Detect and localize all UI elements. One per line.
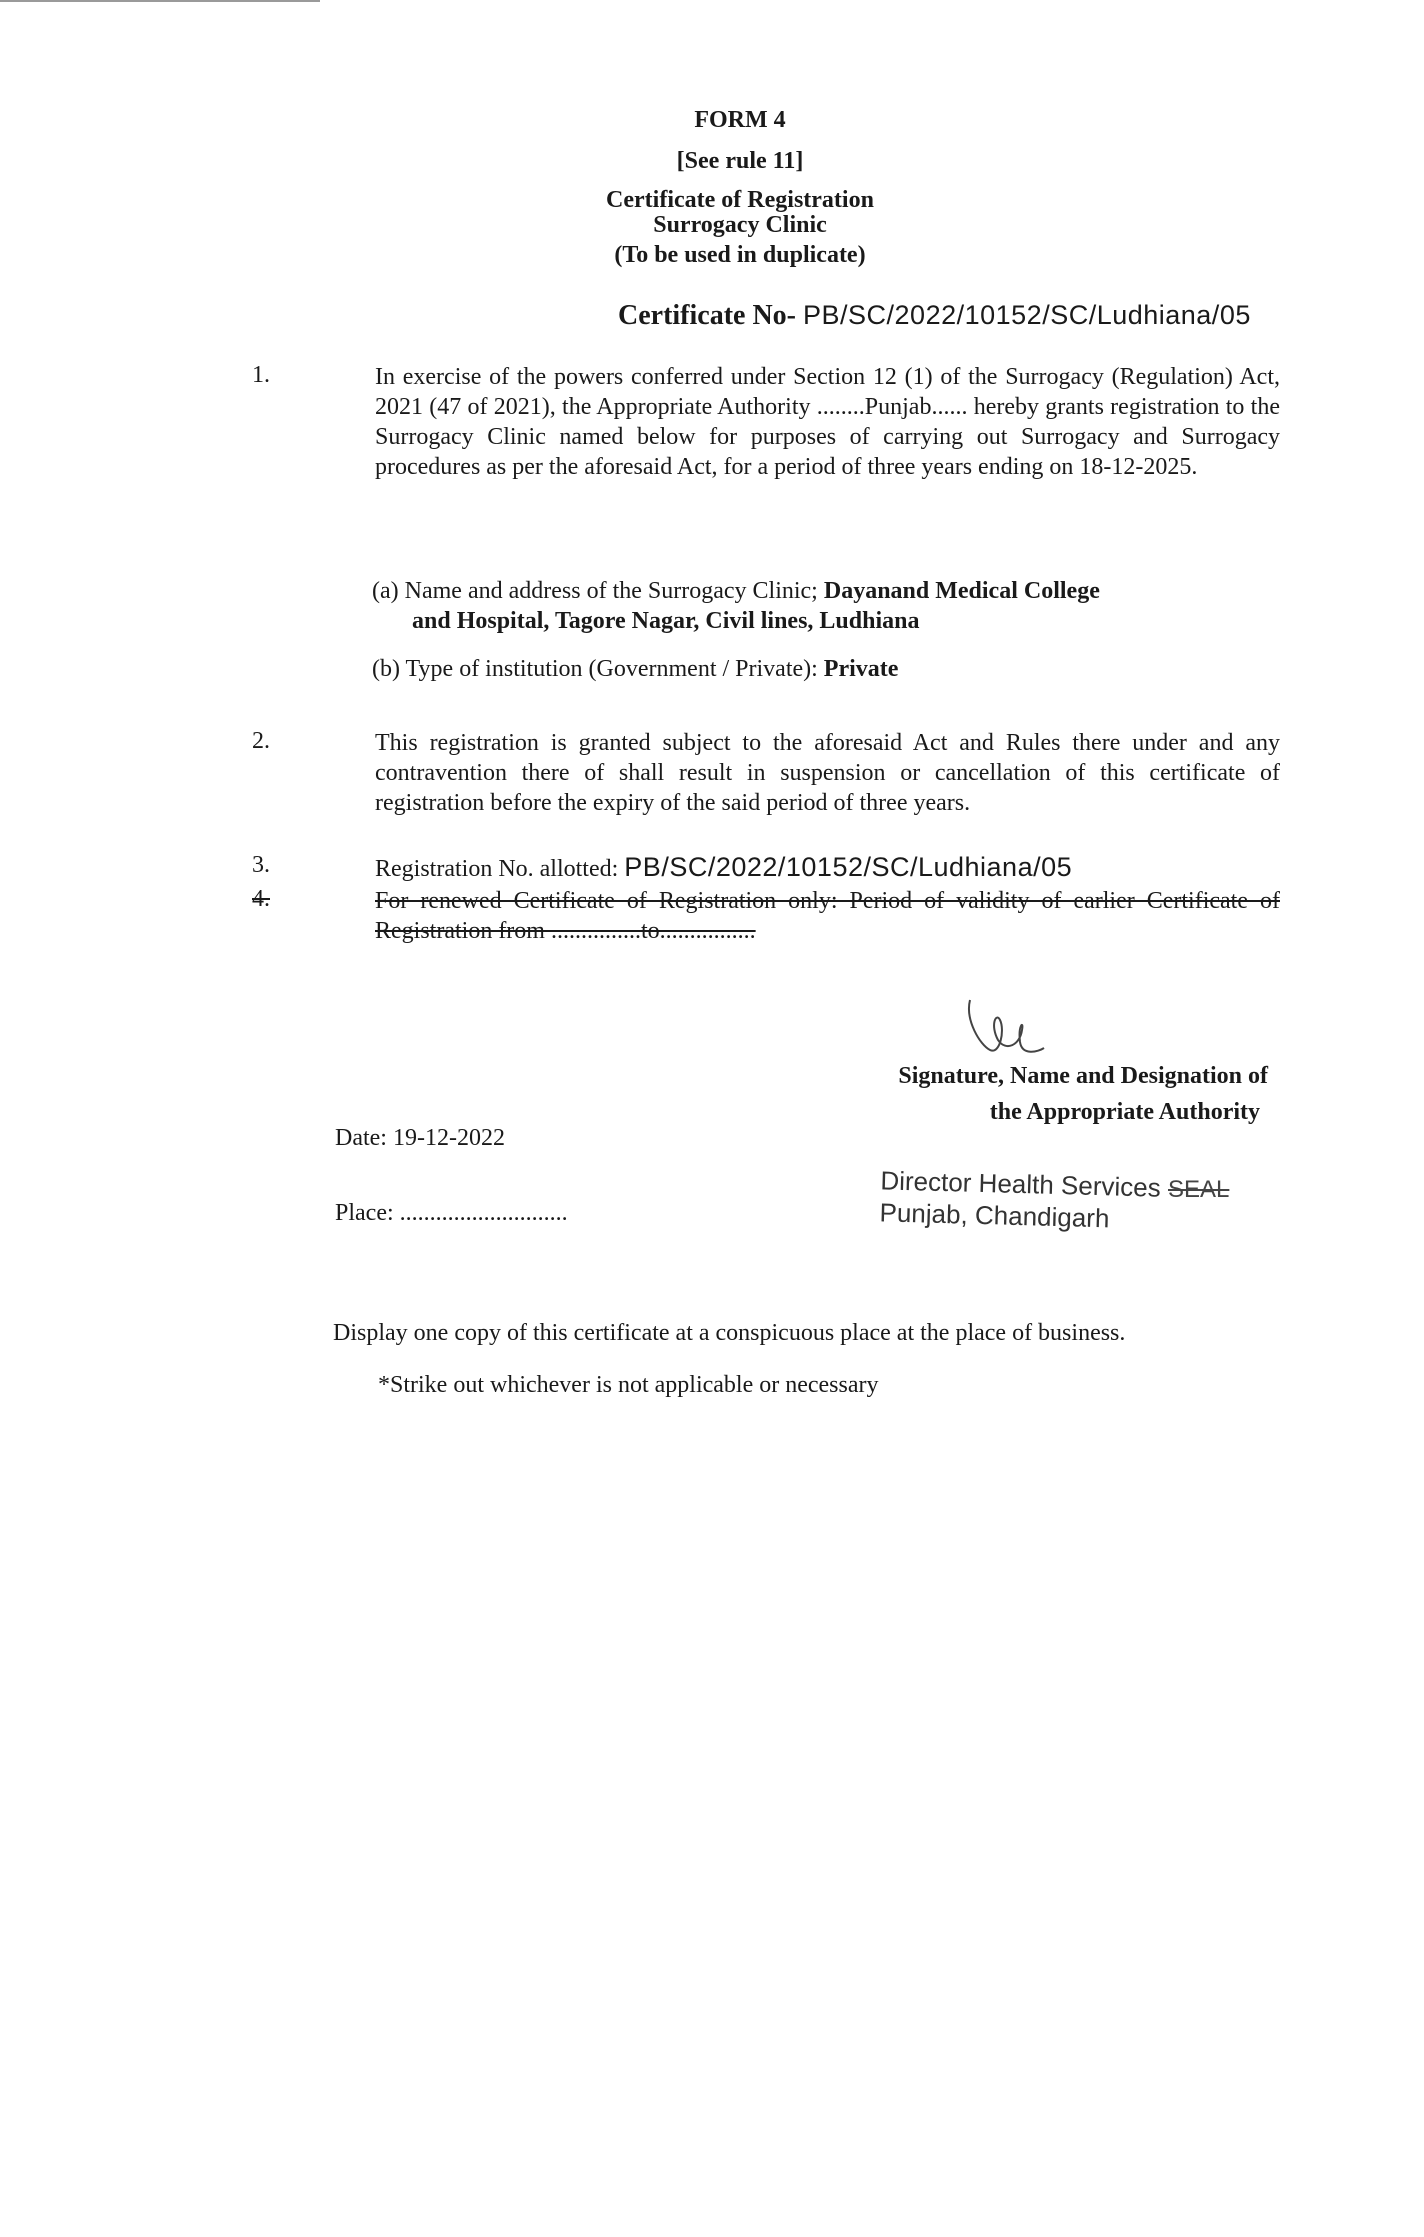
signature-label bbox=[808, 1058, 1268, 1130]
clinic-name-value-1: Dayanand Medical College bbox=[823, 578, 1100, 604]
strike-out-note: *Strike out whichever is not applicable or necessary bbox=[378, 1372, 879, 1398]
registration-number: PB/SC/2022/10152/SC/Ludhiana/05 bbox=[624, 852, 1073, 882]
heading-certificate: Certificate of Registration bbox=[606, 187, 874, 213]
authority-stamp bbox=[879, 1164, 1161, 1235]
stamp-line-2: Punjab, Chandigarh bbox=[879, 1197, 1110, 1234]
signature-label-line-1: Signature, Name and Designation of bbox=[898, 1063, 1268, 1089]
issue-place: Place: ............................ bbox=[335, 1200, 568, 1226]
form-title: FORM 4 bbox=[694, 107, 786, 133]
item-number-2: 2. bbox=[252, 728, 270, 754]
certificate-number: PB/SC/2022/10152/SC/Ludhiana/05 bbox=[803, 300, 1251, 330]
display-instruction: Display one copy of this certificate at a conspicuous place at the place of business. bbox=[333, 1320, 1126, 1346]
seal-mark: SEAL bbox=[1168, 1176, 1230, 1203]
heading-duplicate: (To be used in duplicate) bbox=[614, 242, 866, 268]
institution-type-value: Private bbox=[823, 656, 899, 682]
issue-date: Date: 19-12-2022 bbox=[335, 1125, 505, 1151]
stamp-line-1: Director Health Services bbox=[880, 1165, 1162, 1203]
clinic-name-value-2: and Hospital, Tagore Nagar, Civil lines, Ludhiana bbox=[412, 608, 920, 634]
institution-type-label: (b) Type of institution (Government / Private): bbox=[372, 656, 818, 682]
clinic-name-label: (a) Name and address of the Surrogacy Clinic; bbox=[372, 578, 818, 604]
registration-number-label: Registration No. allotted: bbox=[375, 856, 619, 882]
form-rule: [See rule 11] bbox=[676, 148, 804, 174]
paragraph-4-struck: For renewed Certificate of Registration only: Period of validity of earlier Certificate of Registration from ...............to................ bbox=[375, 888, 1280, 944]
clinic-name-address bbox=[372, 576, 1282, 636]
registration-number-line bbox=[375, 852, 1280, 884]
item-number-1: 1. bbox=[252, 362, 270, 388]
institution-type bbox=[372, 654, 1282, 684]
scan-edge-line bbox=[0, 0, 320, 2]
certificate-number-line bbox=[618, 300, 1251, 332]
paragraph-2: This registration is granted subject to the aforesaid Act and Rules there under and any contravention there of shall result in suspension or cancellation of this certificate of registration before the expiry of the said period of three years. bbox=[375, 730, 1280, 816]
item-number-4: 4. bbox=[252, 886, 270, 912]
certificate-number-label: Certificate No- bbox=[618, 300, 797, 331]
paragraph-1: In exercise of the powers conferred under Section 12 (1) of the Surrogacy (Regulation) Act, 2021 (47 of 2021), the Appropriate Authority ........Punjab...... hereby grants registration to the Surrogacy Clinic named below for purposes of carrying out Surrogacy and Surrogacy procedures as per the aforesaid Act, for a period of three years ending on 18-12-2025. bbox=[375, 364, 1280, 480]
item-number-3: 3. bbox=[252, 852, 270, 878]
signature-label-line-2: the Appropriate Authority bbox=[989, 1099, 1260, 1125]
heading-clinic: Surrogacy Clinic bbox=[653, 212, 827, 238]
